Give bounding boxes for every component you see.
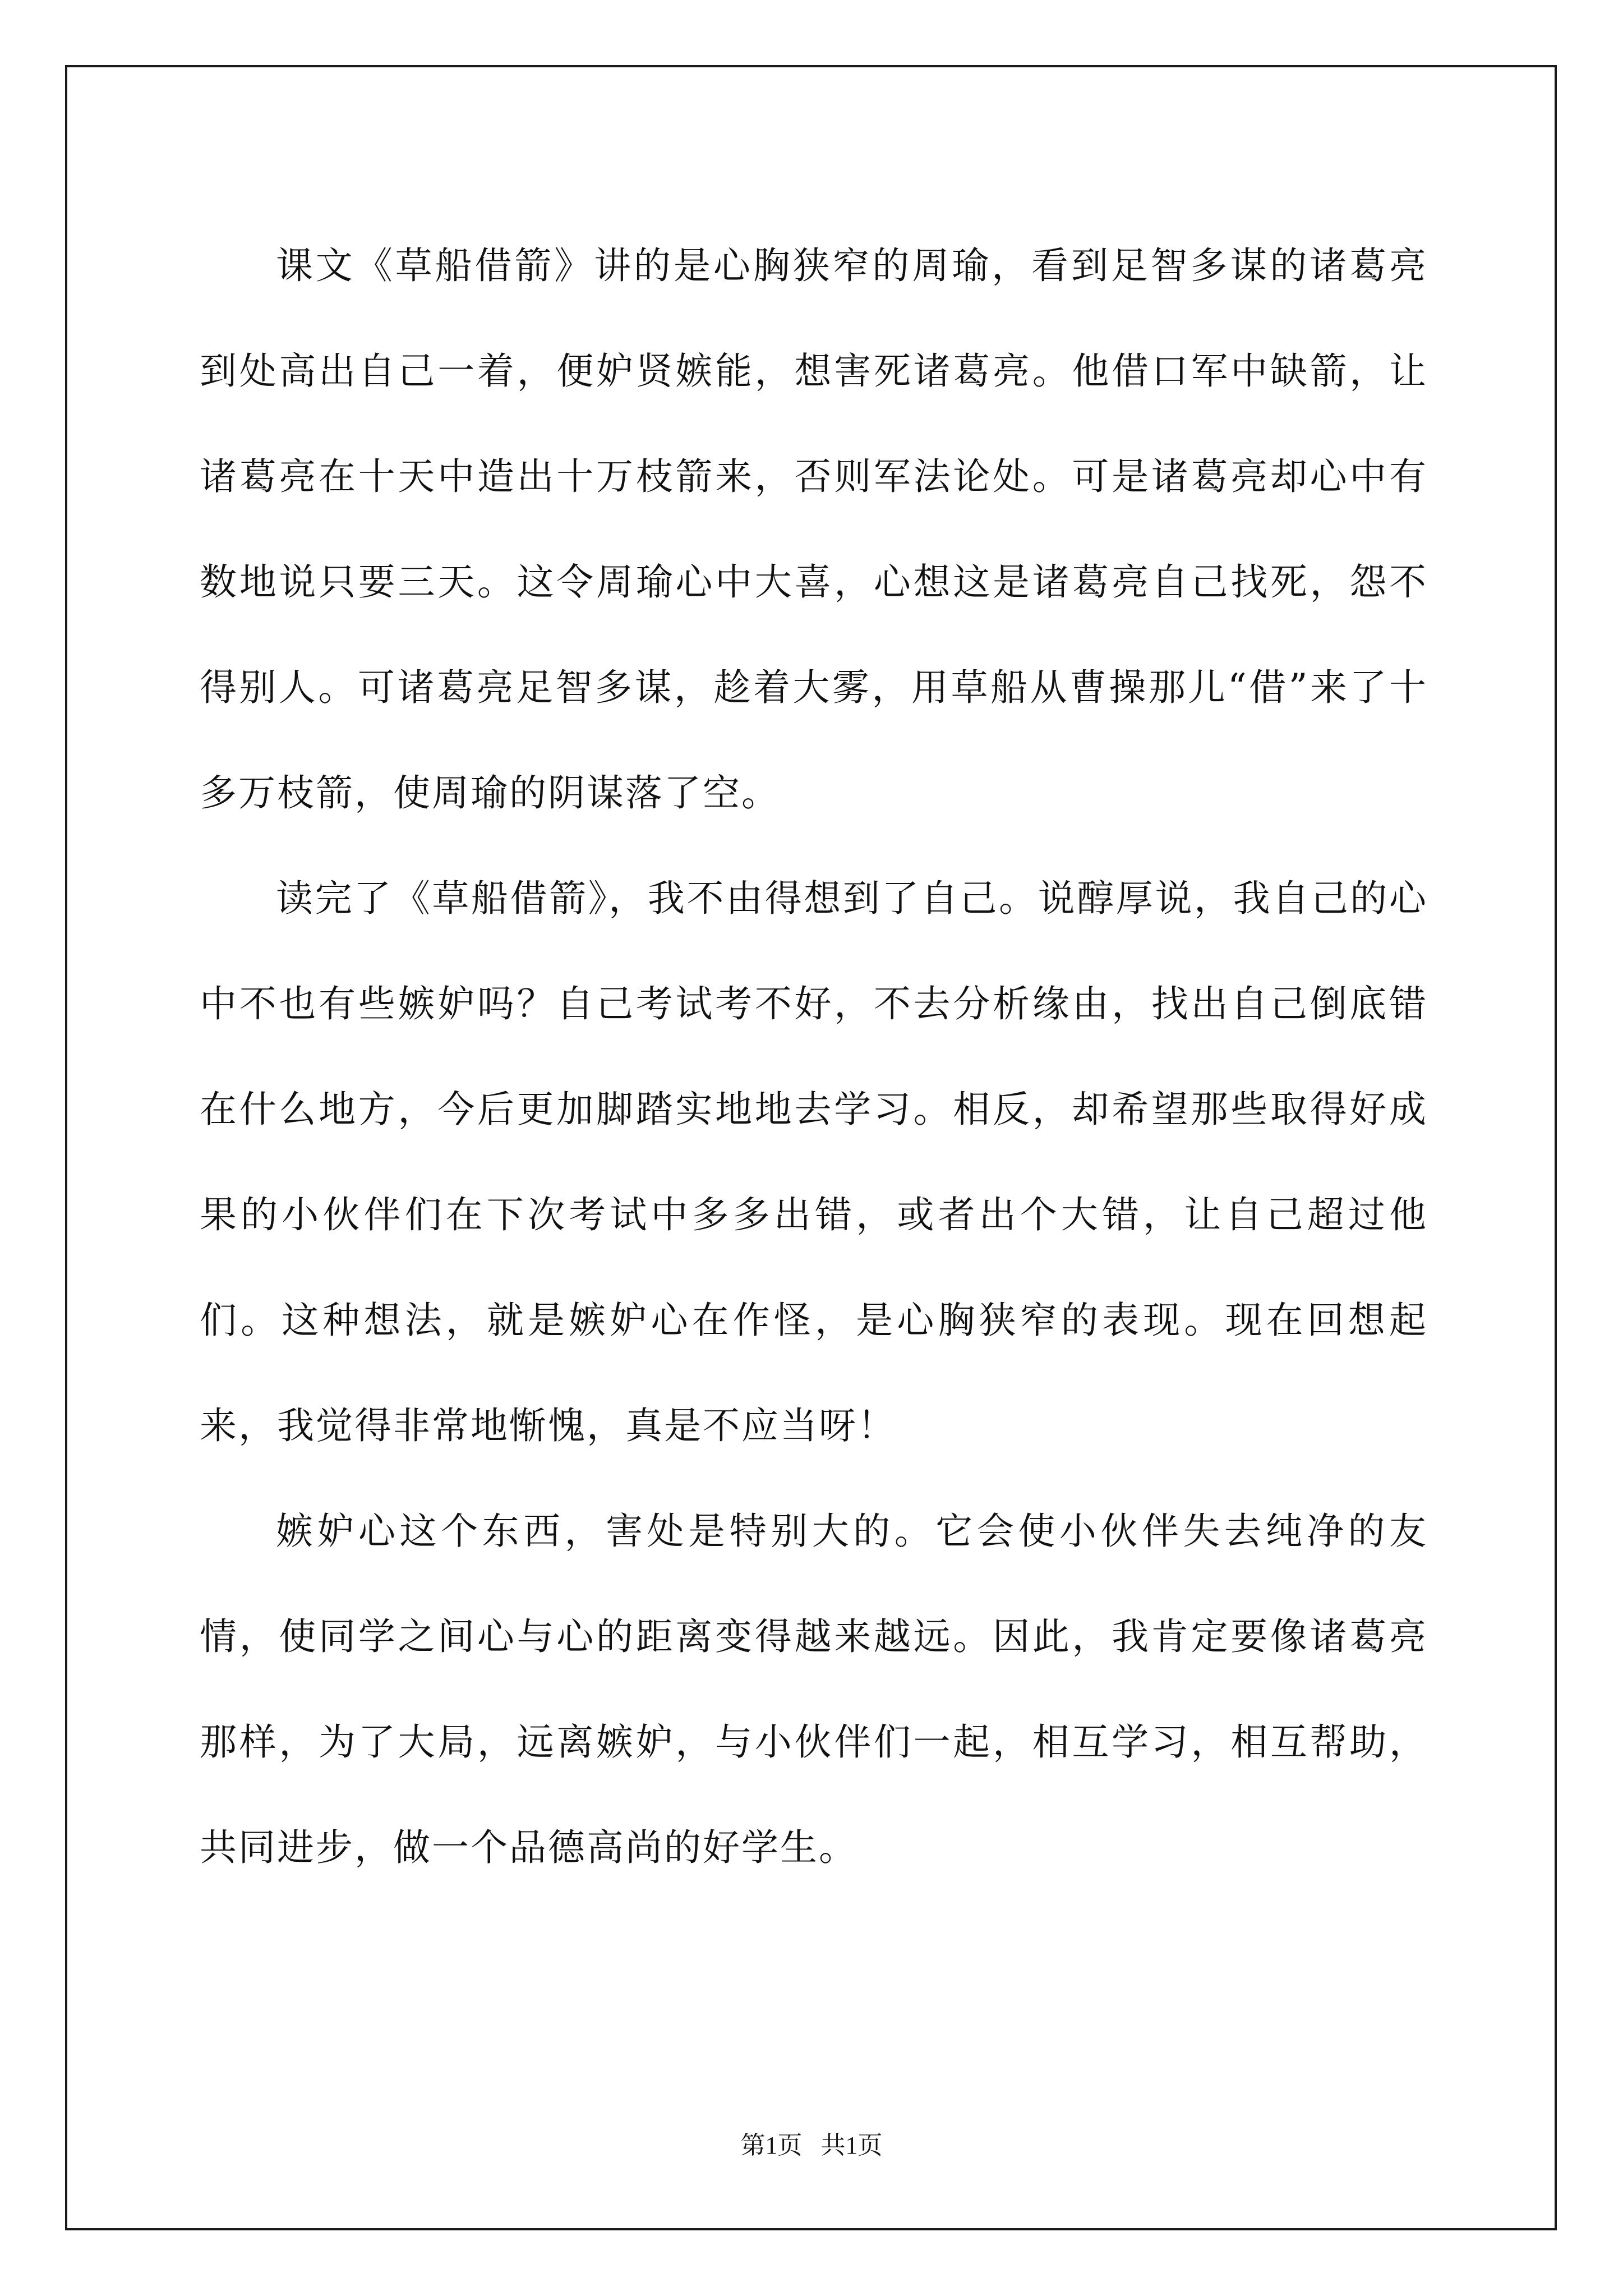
paragraph-3: 嫉妒心这个东西，害处是特别大的。它会使小伙伴失去纯净的友情，使同学之间心与心的距离变得越来越远。因此，我肯定要像诸葛亮那样，为了大局，远离嫉妒，与小伙伴们一起，相互学习，相互帮助，共同进步，做一个品德高尚的好学生。 [200,1510,1428,1869]
paragraph-2: 读完了《草船借箭》，我不由得想到了自己。说醇厚说，我自己的心中不也有些嫉妒吗？自己考试考不好，不去分析缘由，找出自己倒底错在什么地方，今后更加脚踏实地地去学习。相反，却希望那些取得好成果的小伙伴们在下次考试中多多出错，或者出个大错，让自己超过他们。这种想法，就是嫉妒心在作怪，是心胸狭窄的表现。现在回想起来，我觉得非常地惭愧，真是不应当呀！ [200,877,1428,1447]
document-body [200,213,1428,1901]
page-number-footer: 第1页 共1页 [740,2132,883,2159]
paragraph-1: 课文《草船借箭》讲的是心胸狭窄的周瑜，看到足智多谋的诸葛亮到处高出自己一着，便妒贤嫉能，想害死诸葛亮。他借口军中缺箭，让诸葛亮在十天中造出十万枝箭来，否则军法论处。可是诸葛亮却心中有数地说只要三天。这令周瑜心中大喜，心想这是诸葛亮自己找死，怨不得别人。可诸葛亮足智多谋，趁着大雾，用草船从曹操那儿“借”来了十多万枝箭，使周瑜的阴谋落了空。 [200,244,1428,815]
